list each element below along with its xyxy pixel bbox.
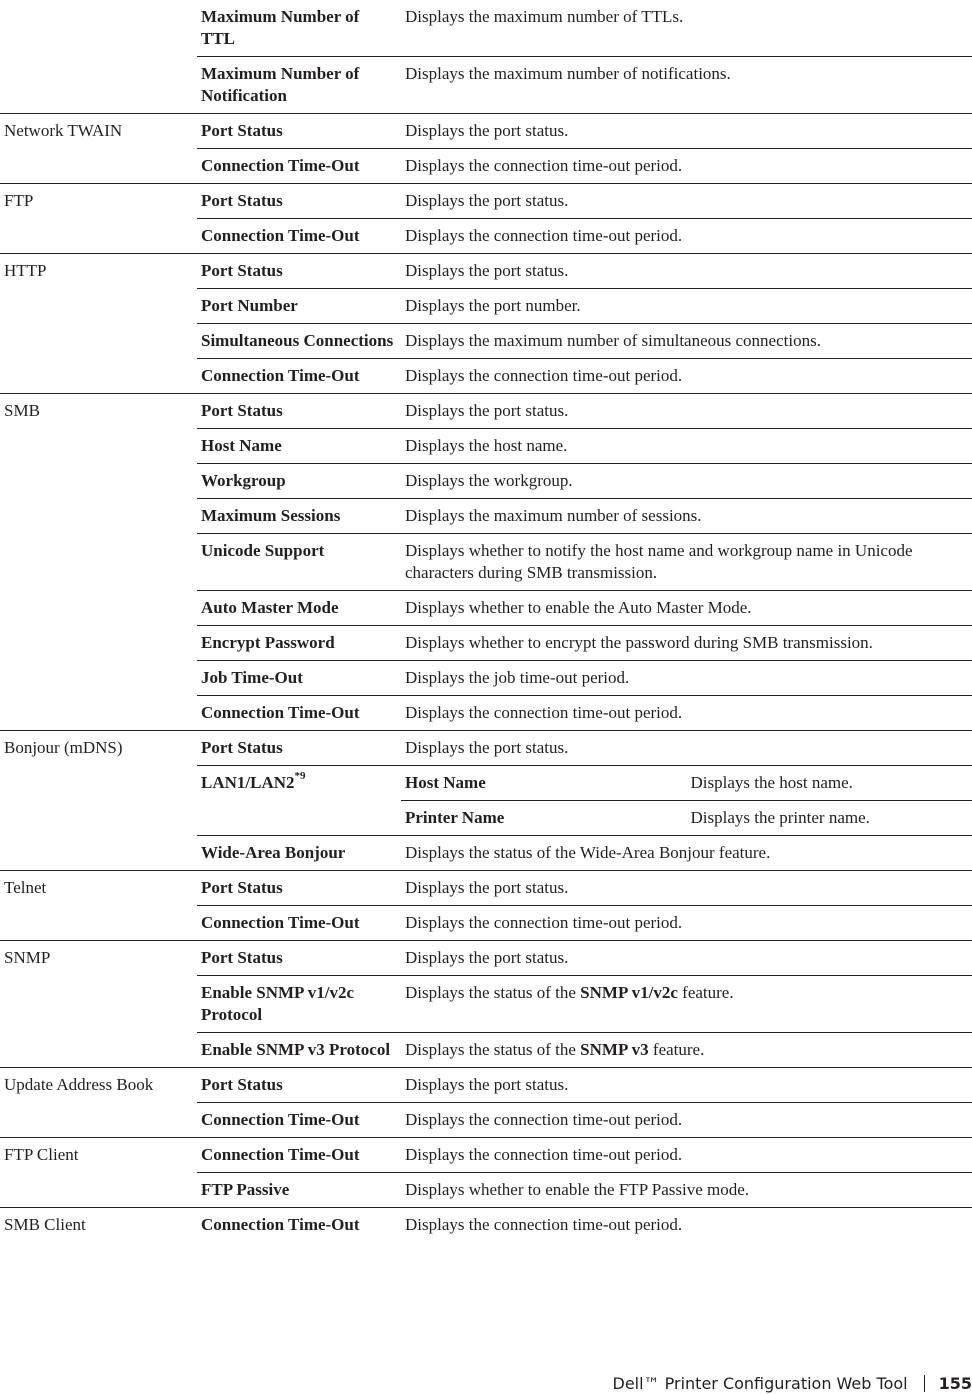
item-cell: Enable SNMP v3 Protocol (197, 1033, 401, 1068)
feature-cell (0, 464, 197, 499)
item-cell: Port Status (197, 184, 401, 219)
item-cell: Auto Master Mode (197, 591, 401, 626)
description-bold-text: SNMP v3 (580, 1040, 648, 1059)
table-row (0, 871, 972, 906)
feature-cell: Network TWAIN (0, 114, 197, 149)
description-cell: Displays the maximum number of simultaneous connections. (401, 324, 972, 359)
feature-cell (0, 801, 197, 836)
description-bold-text: SNMP v1/v2c (580, 983, 678, 1002)
feature-cell (0, 1103, 197, 1138)
item-cell: Connection Time-Out (197, 1208, 401, 1243)
feature-cell (0, 289, 197, 324)
feature-cell (0, 836, 197, 871)
table-row (0, 534, 972, 591)
description-text: Displays the status of the (405, 983, 580, 1002)
item-cell: Connection Time-Out (197, 1103, 401, 1138)
description-cell: Displays the maximum number of TTLs. (401, 0, 972, 57)
footnote-marker: *9 (295, 770, 306, 782)
description-cell: Displays the port status. (401, 184, 972, 219)
item-cell: Port Status (197, 114, 401, 149)
item-cell: Port Status (197, 871, 401, 906)
item-cell: Port Status (197, 1068, 401, 1103)
table-row (0, 661, 972, 696)
table-row (0, 976, 972, 1033)
item-cell: Connection Time-Out (197, 219, 401, 254)
item-cell: Connection Time-Out (197, 1138, 401, 1173)
feature-cell (0, 359, 197, 394)
table-row (0, 906, 972, 941)
description-cell: Displays the workgroup. (401, 464, 972, 499)
table-row (0, 801, 972, 836)
item-cell: Wide-Area Bonjour (197, 836, 401, 871)
item-cell: Workgroup (197, 464, 401, 499)
description-cell: Displays the port number. (401, 289, 972, 324)
feature-cell (0, 766, 197, 801)
feature-cell (0, 1033, 197, 1068)
table-row (0, 149, 972, 184)
item-cell: Maximum Number of TTL (197, 0, 401, 57)
sub-description-cell: Displays the printer name. (687, 801, 972, 836)
feature-cell (0, 57, 197, 114)
table-row (0, 1138, 972, 1173)
item-cell: Encrypt Password (197, 626, 401, 661)
item-cell: Host Name (197, 429, 401, 464)
item-cell: Port Status (197, 731, 401, 766)
feature-cell: FTP Client (0, 1138, 197, 1173)
feature-cell (0, 696, 197, 731)
description-text: feature. (649, 1040, 705, 1059)
description-cell: Displays whether to notify the host name and workgroup name in Unicode characters during SMB transmission. (401, 534, 972, 591)
item-cell: Port Status (197, 254, 401, 289)
table-row (0, 254, 972, 289)
item-cell: Maximum Sessions (197, 499, 401, 534)
item-cell: Maximum Number of Notification (197, 57, 401, 114)
item-cell: Port Status (197, 394, 401, 429)
table-row (0, 696, 972, 731)
feature-cell (0, 626, 197, 661)
description-cell: Displays the status of the Wide-Area Bonjour feature. (401, 836, 972, 871)
table-row (0, 591, 972, 626)
item-cell: Connection Time-Out (197, 696, 401, 731)
description-cell: Displays whether to enable the FTP Passive mode. (401, 1173, 972, 1208)
description-cell (401, 976, 972, 1033)
table-row (0, 0, 972, 57)
description-cell: Displays the connection time-out period. (401, 696, 972, 731)
feature-cell (0, 429, 197, 464)
feature-cell (0, 1173, 197, 1208)
feature-cell (0, 149, 197, 184)
table-row (0, 1033, 972, 1068)
table-row (0, 219, 972, 254)
description-cell: Displays the port status. (401, 941, 972, 976)
page-number: 155 (939, 1374, 972, 1393)
table-row (0, 836, 972, 871)
description-text: Displays the status of the (405, 1040, 580, 1059)
feature-cell: Update Address Book (0, 1068, 197, 1103)
table-row (0, 1173, 972, 1208)
feature-cell: SMB Client (0, 1208, 197, 1243)
table-row (0, 289, 972, 324)
table-row (0, 429, 972, 464)
feature-cell (0, 0, 197, 57)
table-row (0, 626, 972, 661)
item-cell (197, 766, 401, 836)
description-cell (401, 1033, 972, 1068)
item-cell: Job Time-Out (197, 661, 401, 696)
description-cell: Displays the connection time-out period. (401, 1103, 972, 1138)
table-row (0, 941, 972, 976)
description-cell: Displays the connection time-out period. (401, 359, 972, 394)
description-cell: Displays the maximum number of notifications. (401, 57, 972, 114)
table-row (0, 731, 972, 766)
description-cell: Displays whether to encrypt the password during SMB transmission. (401, 626, 972, 661)
description-cell: Displays the maximum number of sessions. (401, 499, 972, 534)
description-cell: Displays the port status. (401, 731, 972, 766)
feature-cell (0, 661, 197, 696)
description-cell: Displays the connection time-out period. (401, 1208, 972, 1243)
description-cell: Displays the port status. (401, 254, 972, 289)
footer-divider (924, 1375, 925, 1392)
description-cell: Displays the port status. (401, 394, 972, 429)
sub-description-cell: Displays the host name. (687, 766, 972, 801)
table-row (0, 499, 972, 534)
feature-cell: FTP (0, 184, 197, 219)
feature-cell: SNMP (0, 941, 197, 976)
table-row (0, 394, 972, 429)
table-row (0, 1068, 972, 1103)
page-footer (613, 1372, 972, 1394)
table-row (0, 114, 972, 149)
table-row (0, 766, 972, 801)
description-cell: Displays the job time-out period. (401, 661, 972, 696)
item-cell: Port Status (197, 941, 401, 976)
feature-cell: Telnet (0, 871, 197, 906)
feature-cell (0, 499, 197, 534)
footer-title: Dell™ Printer Configuration Web Tool (613, 1374, 908, 1393)
feature-cell (0, 219, 197, 254)
item-cell: Port Number (197, 289, 401, 324)
description-text: feature. (678, 983, 734, 1002)
feature-cell (0, 906, 197, 941)
item-cell: Unicode Support (197, 534, 401, 591)
item-cell: Connection Time-Out (197, 149, 401, 184)
feature-cell (0, 976, 197, 1033)
table-row (0, 57, 972, 114)
item-cell: Simultaneous Connections (197, 324, 401, 359)
item-cell: Enable SNMP v1/v2c Protocol (197, 976, 401, 1033)
item-cell: Connection Time-Out (197, 906, 401, 941)
table-row (0, 1208, 972, 1243)
description-cell: Displays the connection time-out period. (401, 906, 972, 941)
table-row (0, 464, 972, 499)
table-row (0, 184, 972, 219)
sub-item-cell: Host Name (401, 766, 687, 801)
description-cell: Displays the host name. (401, 429, 972, 464)
description-cell: Displays the port status. (401, 114, 972, 149)
lan-item-label: LAN1/LAN2 (201, 773, 295, 792)
feature-cell (0, 591, 197, 626)
feature-cell (0, 534, 197, 591)
feature-cell: Bonjour (mDNS) (0, 731, 197, 766)
feature-cell (0, 324, 197, 359)
description-cell: Displays the port status. (401, 1068, 972, 1103)
description-cell: Displays whether to enable the Auto Master Mode. (401, 591, 972, 626)
table-row (0, 1103, 972, 1138)
item-cell: Connection Time-Out (197, 359, 401, 394)
feature-cell: SMB (0, 394, 197, 429)
description-cell: Displays the connection time-out period. (401, 149, 972, 184)
table-row (0, 359, 972, 394)
feature-cell: HTTP (0, 254, 197, 289)
description-cell: Displays the port status. (401, 871, 972, 906)
description-cell: Displays the connection time-out period. (401, 219, 972, 254)
item-cell: FTP Passive (197, 1173, 401, 1208)
description-cell: Displays the connection time-out period. (401, 1138, 972, 1173)
sub-item-cell: Printer Name (401, 801, 687, 836)
table-row (0, 324, 972, 359)
